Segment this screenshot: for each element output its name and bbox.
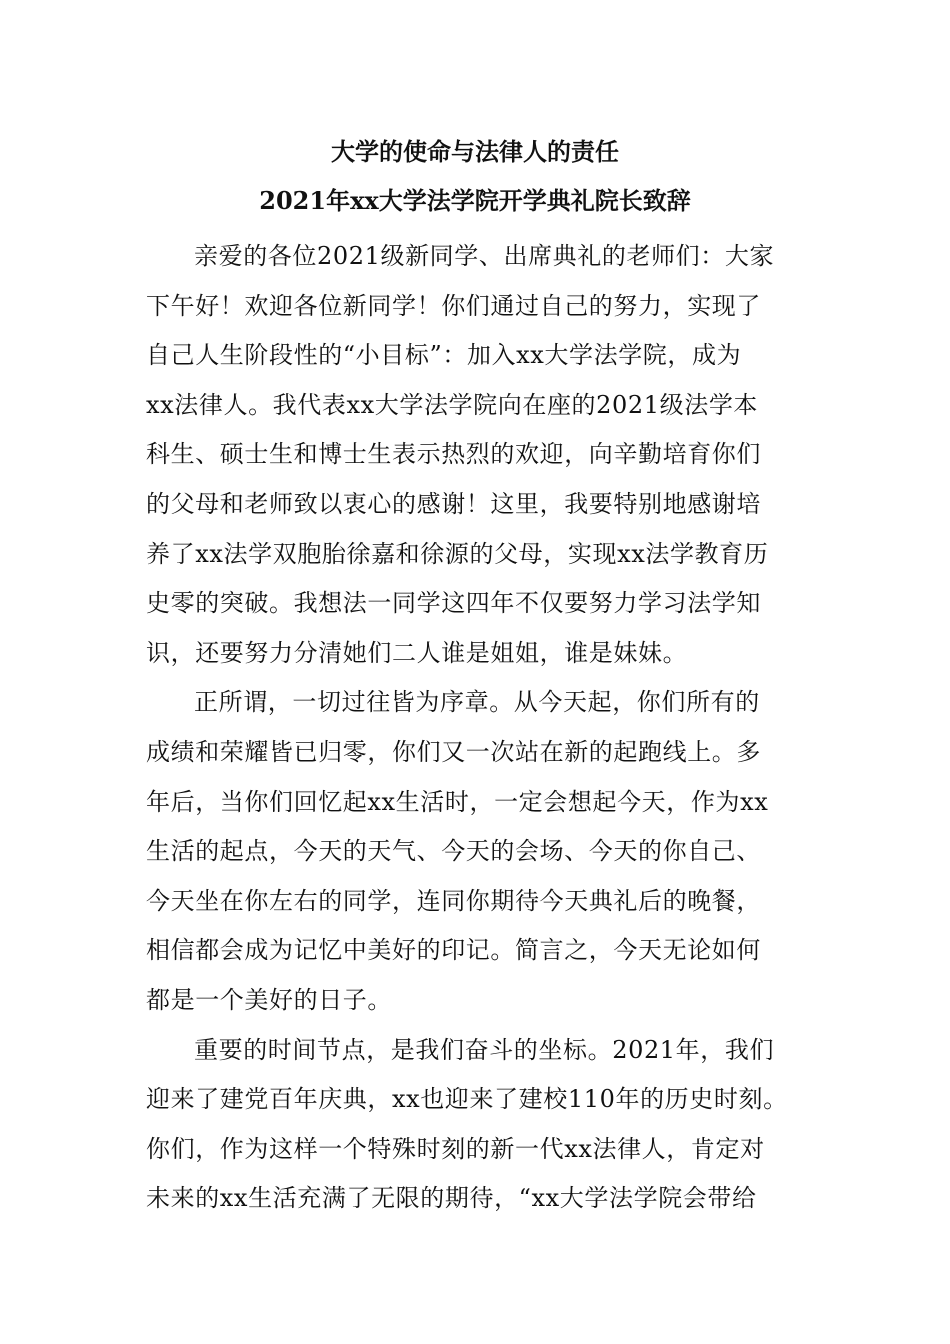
paragraph-1-line: 下午好！欢迎各位新同学！你们通过自己的努力，实现了 bbox=[146, 291, 761, 320]
paragraph-3-line: 重要的时间节点，是我们奋斗的坐标。2021年，我们 bbox=[194, 1035, 775, 1064]
paragraph-1-line: 识，还要努力分清她们二人谁是姐姐，谁是妹妹。 bbox=[146, 638, 688, 667]
paragraph-1-line: 自己人生阶段性的“小目标”：加入xx大学法学院，成为 bbox=[146, 341, 742, 370]
speech-body bbox=[146, 232, 836, 1224]
paragraph-2-line: 都是一个美好的日子。 bbox=[146, 985, 392, 1014]
page-title: 大学的使命与法律人的责任 bbox=[331, 137, 619, 166]
paragraph-1-line: 的父母和老师致以衷心的感谢！这里，我要特别地感谢培 bbox=[146, 489, 761, 518]
paragraph-3-line: 迎来了建党百年庆典，xx也迎来了建校110年的历史时刻。 bbox=[146, 1085, 788, 1114]
paragraph-3-line: 未来的xx生活充满了无限的期待，“xx大学法学院会带给 bbox=[146, 1184, 757, 1213]
paragraph-1-line: 亲爱的各位2021级新同学、出席典礼的老师们：大家 bbox=[194, 242, 775, 270]
paragraph-2-line: 正所谓，一切过往皆为序章。从今天起，你们所有的 bbox=[194, 688, 760, 717]
paragraph-2-line: 成绩和荣耀皆已归零，你们又一次站在新的起跑线上。多 bbox=[146, 737, 761, 766]
paragraph-1-line: 科生、硕士生和博士生表示热烈的欢迎，向辛勤培育你们 bbox=[146, 440, 761, 469]
paragraph-1-line: 养了xx法学双胞胎徐嘉和徐源的父母，实现xx法学教育历 bbox=[146, 539, 769, 568]
paragraph-2-line: 年后，当你们回忆起xx生活时，一定会想起今天，作为xx bbox=[146, 787, 769, 816]
paragraph-1-line: xx法律人。我代表xx大学法学院向在座的2021级法学本 bbox=[146, 390, 759, 419]
page-subtitle: 2021年xx大学法学院开学典礼院长致辞 bbox=[259, 186, 691, 215]
paragraph-2-line: 今天坐在你左右的同学，连同你期待今天典礼后的晚餐， bbox=[146, 886, 761, 915]
paragraph-2-line: 生活的起点，今天的天气、今天的会场、今天的你自己、 bbox=[146, 837, 761, 866]
paragraph-2-line: 相信都会成为记忆中美好的印记。简言之，今天无论如何 bbox=[146, 936, 761, 965]
paragraph-3-line: 你们，作为这样一个特殊时刻的新一代xx法律人，肯定对 bbox=[146, 1134, 765, 1163]
paragraph-1-line: 史零的突破。我想法一同学这四年不仅要努力学习法学知 bbox=[146, 589, 761, 618]
